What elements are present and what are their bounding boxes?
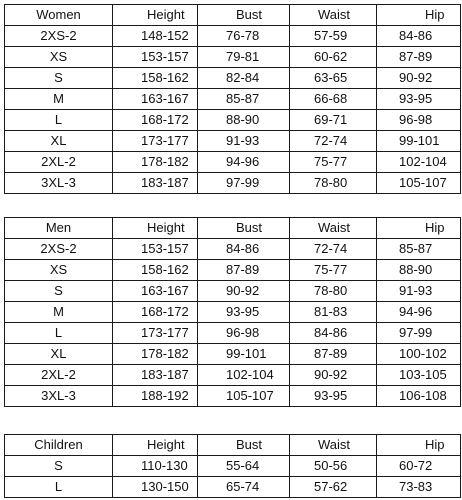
men-cell-hip: 100-102 [377,344,461,365]
women-cell-waist: 72-74 [290,131,377,152]
women-header-height: Height [113,5,198,26]
women-cell-waist: 78-80 [290,173,377,194]
men-cell-height: 153-157 [113,239,198,260]
women-cell-bust: 88-90 [198,110,290,131]
men-cell-bust: 87-89 [198,260,290,281]
table-row [5,47,461,68]
men-cell-size: XS [5,260,113,281]
table-row [5,344,461,365]
men-cell-size: XL [5,344,113,365]
women-cell-bust: 97-99 [198,173,290,194]
table-row [5,456,461,477]
women-cell-waist: 57-59 [290,26,377,47]
table-row [5,260,461,281]
men-cell-bust: 102-104 [198,365,290,386]
men-header-hip: Hip [377,218,461,239]
men-header-height: Height [113,218,198,239]
children-cell-size: L [5,477,113,498]
women-cell-hip: 93-95 [377,89,461,110]
women-cell-bust: 82-84 [198,68,290,89]
men-cell-bust: 99-101 [198,344,290,365]
children-header-bust: Bust [198,435,290,456]
men-cell-waist: 81-83 [290,302,377,323]
men-cell-height: 168-172 [113,302,198,323]
men-cell-waist: 75-77 [290,260,377,281]
children-cell-hip: 73-83 [377,477,461,498]
women-cell-size: S [5,68,113,89]
women-cell-bust: 85-87 [198,89,290,110]
men-cell-hip: 97-99 [377,323,461,344]
men-cell-bust: 96-98 [198,323,290,344]
women-cell-hip: 84-86 [377,26,461,47]
women-cell-hip: 99-101 [377,131,461,152]
women-cell-hip: 87-89 [377,47,461,68]
men-cell-bust: 93-95 [198,302,290,323]
women-cell-waist: 66-68 [290,89,377,110]
women-cell-size: XS [5,47,113,68]
men-cell-waist: 90-92 [290,365,377,386]
men-cell-height: 173-177 [113,323,198,344]
table-row [5,152,461,173]
women-cell-bust: 91-93 [198,131,290,152]
table-row [5,173,461,194]
children-cell-waist: 50-56 [290,456,377,477]
men-cell-hip: 106-108 [377,386,461,407]
women-cell-size: 2XL-2 [5,152,113,173]
children-header-size: Children [5,435,113,456]
table-row [5,477,461,498]
men-cell-size: M [5,302,113,323]
men-cell-hip: 103-105 [377,365,461,386]
women-cell-waist: 75-77 [290,152,377,173]
women-header-waist: Waist [290,5,377,26]
men-cell-height: 183-187 [113,365,198,386]
women-cell-height: 178-182 [113,152,198,173]
table-row [5,89,461,110]
men-cell-size: S [5,281,113,302]
men-cell-bust: 84-86 [198,239,290,260]
men-cell-hip: 85-87 [377,239,461,260]
men-header-row [5,218,461,239]
men-cell-waist: 78-80 [290,281,377,302]
women-cell-hip: 96-98 [377,110,461,131]
men-cell-height: 158-162 [113,260,198,281]
children-cell-hip: 60-72 [377,456,461,477]
table-row [5,26,461,47]
men-cell-size: 2XL-2 [5,365,113,386]
women-cell-height: 168-172 [113,110,198,131]
men-size-table [4,217,461,407]
children-header-waist: Waist [290,435,377,456]
women-cell-waist: 69-71 [290,110,377,131]
children-cell-bust: 65-74 [198,477,290,498]
men-header-size: Men [5,218,113,239]
children-size-table [4,434,461,498]
men-cell-height: 188-192 [113,386,198,407]
table-row [5,386,461,407]
children-cell-height: 110-130 [113,456,198,477]
women-cell-hip: 102-104 [377,152,461,173]
men-header-bust: Bust [198,218,290,239]
women-cell-height: 153-157 [113,47,198,68]
women-cell-size: L [5,110,113,131]
men-cell-hip: 94-96 [377,302,461,323]
women-header-row [5,5,461,26]
table-row [5,281,461,302]
women-cell-height: 183-187 [113,173,198,194]
women-cell-hip: 90-92 [377,68,461,89]
men-cell-bust: 90-92 [198,281,290,302]
men-cell-hip: 88-90 [377,260,461,281]
women-cell-height: 163-167 [113,89,198,110]
children-header-row [5,435,461,456]
women-header-size: Women [5,5,113,26]
women-cell-size: 2XS-2 [5,26,113,47]
men-cell-waist: 72-74 [290,239,377,260]
women-cell-bust: 79-81 [198,47,290,68]
women-cell-height: 158-162 [113,68,198,89]
men-cell-height: 163-167 [113,281,198,302]
children-header-hip: Hip [377,435,461,456]
women-cell-size: M [5,89,113,110]
women-cell-hip: 105-107 [377,173,461,194]
men-cell-size: L [5,323,113,344]
table-row [5,323,461,344]
table-row [5,302,461,323]
children-cell-height: 130-150 [113,477,198,498]
women-cell-bust: 94-96 [198,152,290,173]
men-cell-hip: 91-93 [377,281,461,302]
men-cell-size: 2XS-2 [5,239,113,260]
men-cell-waist: 84-86 [290,323,377,344]
women-header-bust: Bust [198,5,290,26]
men-header-waist: Waist [290,218,377,239]
men-cell-waist: 93-95 [290,386,377,407]
men-cell-bust: 105-107 [198,386,290,407]
women-cell-bust: 76-78 [198,26,290,47]
women-cell-size: XL [5,131,113,152]
women-cell-waist: 60-62 [290,47,377,68]
children-cell-bust: 55-64 [198,456,290,477]
women-cell-waist: 63-65 [290,68,377,89]
men-cell-waist: 87-89 [290,344,377,365]
women-size-table [4,4,461,194]
table-row [5,239,461,260]
men-cell-size: 3XL-3 [5,386,113,407]
men-cell-height: 178-182 [113,344,198,365]
women-cell-height: 148-152 [113,26,198,47]
table-row [5,68,461,89]
children-cell-waist: 57-62 [290,477,377,498]
children-cell-size: S [5,456,113,477]
women-cell-size: 3XL-3 [5,173,113,194]
table-row [5,131,461,152]
children-header-height: Height [113,435,198,456]
table-row [5,110,461,131]
table-row [5,365,461,386]
women-header-hip: Hip [377,5,461,26]
women-cell-height: 173-177 [113,131,198,152]
